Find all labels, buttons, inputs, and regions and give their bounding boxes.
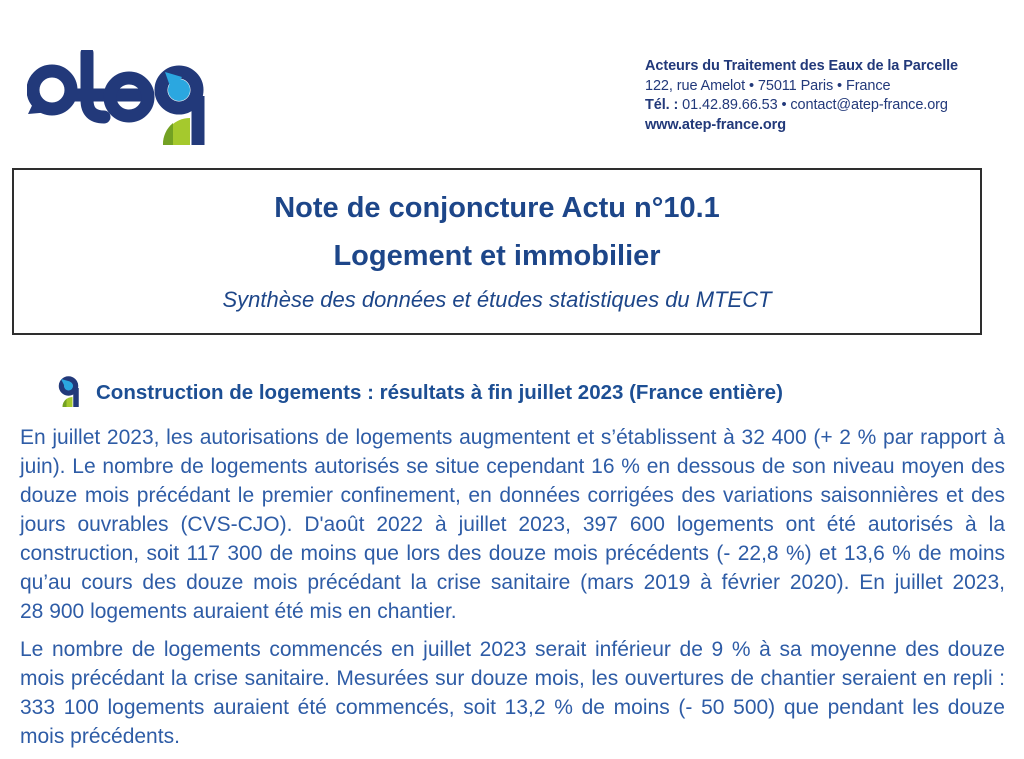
contact-tel-value: 01.42.89.66.53 • contact@atep-france.org [678,97,948,113]
title-line-1: Note de conjoncture Actu n°10.1 [274,192,720,224]
atep-logo-icon [27,50,209,150]
atep-logo [27,50,209,150]
contact-tel-label: Tél. : [645,97,679,113]
contact-address: 122, rue Amelot • 75011 Paris • France [645,77,891,94]
contact-phone-line [645,96,958,116]
contact-block [645,57,958,135]
body-text [20,423,1005,759]
paragraph-authorizations: En juillet 2023, les autorisations de logements augmentent et s’établissent à 32 400 (+ 2 % par rapport à juin). Le nombre de logements autorisés se situe cependant 16 % en dessous de son niveau moyen des douze mois précédant le premier confinement, en données corrigées des variations saisonnières et des jours ouvrables (CVS-CJO). D'août 2022 à juillet 2023, 397 600 logements ont été autorisés à la construction, soit 117 300 de moins que lors des douze mois précédents (- 22,8 %) et 13,6 % de moins qu’au cours des douze mois précédant la crise sanitaire (mars 2019 à février 2020). En juillet 2023, 28 900 logements auraient été mis en chantier. [20,426,1005,623]
contact-website: www.atep-france.org [645,116,786,133]
section-heading [57,376,783,410]
section-heading-label: Construction de logements : résultats à fin juillet 2023 (France entière) [96,381,783,404]
title-subtitle: Synthèse des données et études statistiques du MTECT [222,287,772,312]
paragraph-starts: Le nombre de logements commencés en juillet 2023 serait inférieur de 9 % à sa moyenne des douze mois précédant la crise sanitaire. Mesurées sur douze mois, les ouvertures de chantier seraient en repli : 333 100 logements auraient été commencés, soit 13,2 % de moins (- 50 500) que pendant les douze mois précédents. [20,638,1005,748]
atep-p-bullet-icon [57,376,83,410]
title-line-2: Logement et immobilier [333,240,661,272]
title-box [12,168,982,335]
contact-org: Acteurs du Traitement des Eaux de la Parcelle [645,58,959,74]
